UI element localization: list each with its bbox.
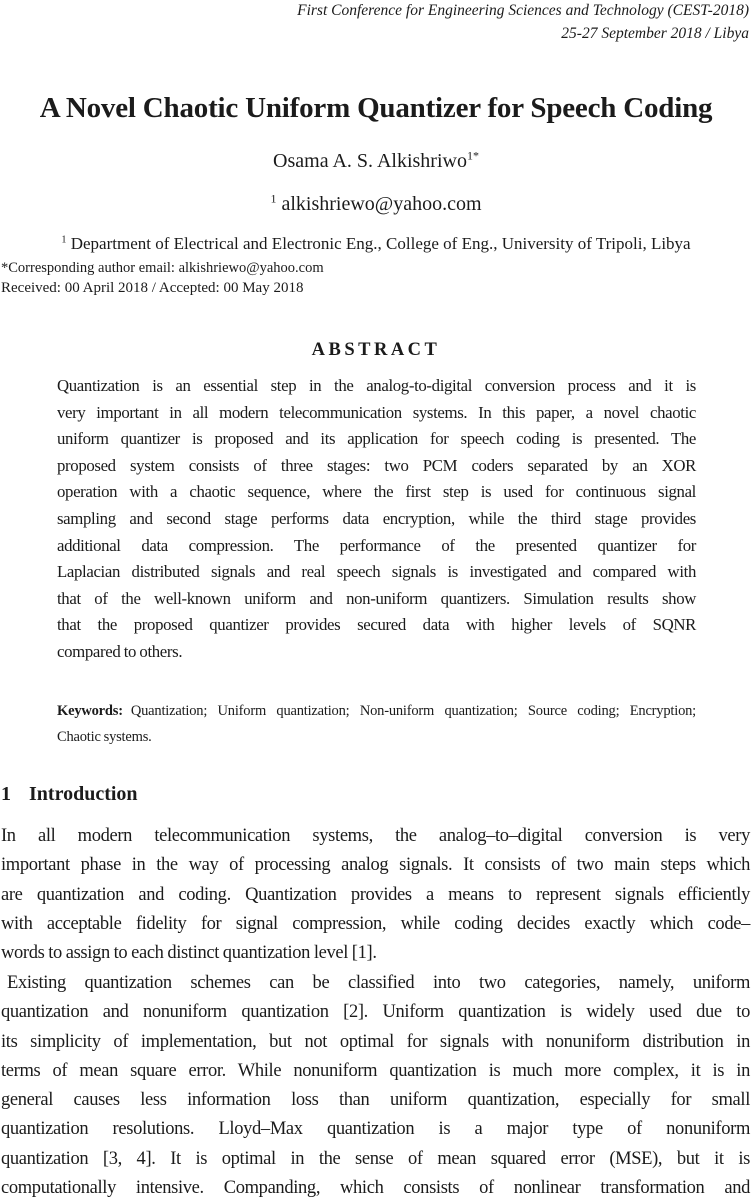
conference-header [297,0,749,45]
section-title: Introduction [29,783,138,805]
section-number: 1 [1,783,11,805]
keywords-line-2: Chaotic systems. [57,728,152,745]
intro-paragraph-1-line: with acceptable fidelity for signal compression, while coding decides exactly which code– [1,913,750,934]
abstract-line: compared to others. [57,641,183,661]
intro-paragraph-1 [1,822,750,968]
intro-paragraph-2-line: Existing quantization schemes can be classified into two categories, namely, uniform [7,973,750,993]
abstract-line: uniform quantizer is proposed and its application for speech coding is presented. The [57,429,696,449]
author-name: Osama A. S. Alkishriwo [273,150,467,172]
affiliation-line [0,234,752,254]
author-affiliation-marker: 1* [466,148,479,163]
author-email: alkishriewo@yahoo.com [281,193,482,215]
keywords-label: Keywords: [57,703,123,719]
affiliation-text: Department of Electrical and Electronic Eng., College of Eng., University of Tripoli, Libya [70,234,691,253]
intro-paragraph-1-line: are quantization and coding. Quantization provides a means to represent signals efficiently [1,884,750,905]
intro-paragraph-2-line: terms of mean square error. While nonuniform quantization is much more complex, it is in [1,1060,750,1081]
intro-paragraph-2-line: its simplicity of implementation, but not optimal for signals with nonuniform distribution in [1,1031,750,1052]
abstract-heading: ABSTRACT [311,340,441,360]
abstract-line: that the proposed quantizer provides secured data with higher levels of SQNR [57,615,696,635]
paper-title: A Novel Chaotic Uniform Quantizer for Speech Coding [39,92,713,124]
intro-paragraph-1-line: words to assign to each distinct quantization level [1]. [1,943,377,964]
keywords-line-1 [57,699,696,725]
abstract-line: Quantization is an essential step in the analog-to-digital conversion process and it is [57,376,696,395]
email-affiliation-marker: 1 [270,191,277,206]
author-line [0,150,752,173]
abstract-line: operation with a chaotic sequence, where the first step is used for continuous signal [57,482,696,502]
intro-paragraph-2 [1,969,750,1200]
intro-paragraph-2-line: computationally intensive. Companding, which consists of nonlinear transformation and [1,1178,750,1199]
abstract-line: Laplacian distributed signals and real speech signals is investigated and compared with [57,562,696,582]
abstract-line: proposed system consists of three stages: two PCM coders separated by an XOR [57,455,696,475]
intro-paragraph-2-line: quantization and nonuniform quantization [2]. Uniform quantization is widely used due to [1,1002,750,1023]
abstract-line: sampling and second stage performs data encryption, while the third stage provides [57,508,696,528]
corresponding-author-note: *Corresponding author email: alkishriewo@yahoo.com [1,260,324,276]
keywords-block [57,699,696,750]
abstract-line: very important in all modern telecommunication systems. In this paper, a novel chaotic [57,402,696,422]
section-1-heading [1,783,138,806]
keywords-text: Quantization; Uniform quantization; Non-uniform quantization; Source coding; Encryption; [130,703,696,719]
intro-paragraph-2-line: general causes less information loss than uniform quantization, especially for small [1,1090,750,1111]
conference-date-location: 25-27 September 2018 / Libya [561,24,749,42]
intro-paragraph-2-line: quantization [3, 4]. It is optimal in the sense of mean squared error (MSE), but it is [1,1148,750,1169]
intro-paragraph-1-line: important phase in the way of processing analog signals. It consists of two main steps which [1,855,750,876]
abstract-line: additional data compression. The performance of the presented quantizer for [57,535,696,555]
abstract-line: that of the well-known uniform and non-uniform quantizers. Simulation results show [57,588,696,608]
received-accepted-dates: Received: 00 April 2018 / Accepted: 00 May 2018 [1,280,304,296]
email-line [0,193,752,216]
intro-paragraph-1-line: In all modern telecommunication systems, the analog–to–digital conversion is very [1,826,750,846]
conference-name: First Conference for Engineering Sciences and Technology (CEST-2018) [297,2,749,19]
affiliation-marker: 1 [61,234,67,246]
abstract-paragraph [57,373,696,666]
intro-paragraph-2-line: quantization resolutions. Lloyd–Max quantization is a major type of nonuniform [1,1119,750,1140]
